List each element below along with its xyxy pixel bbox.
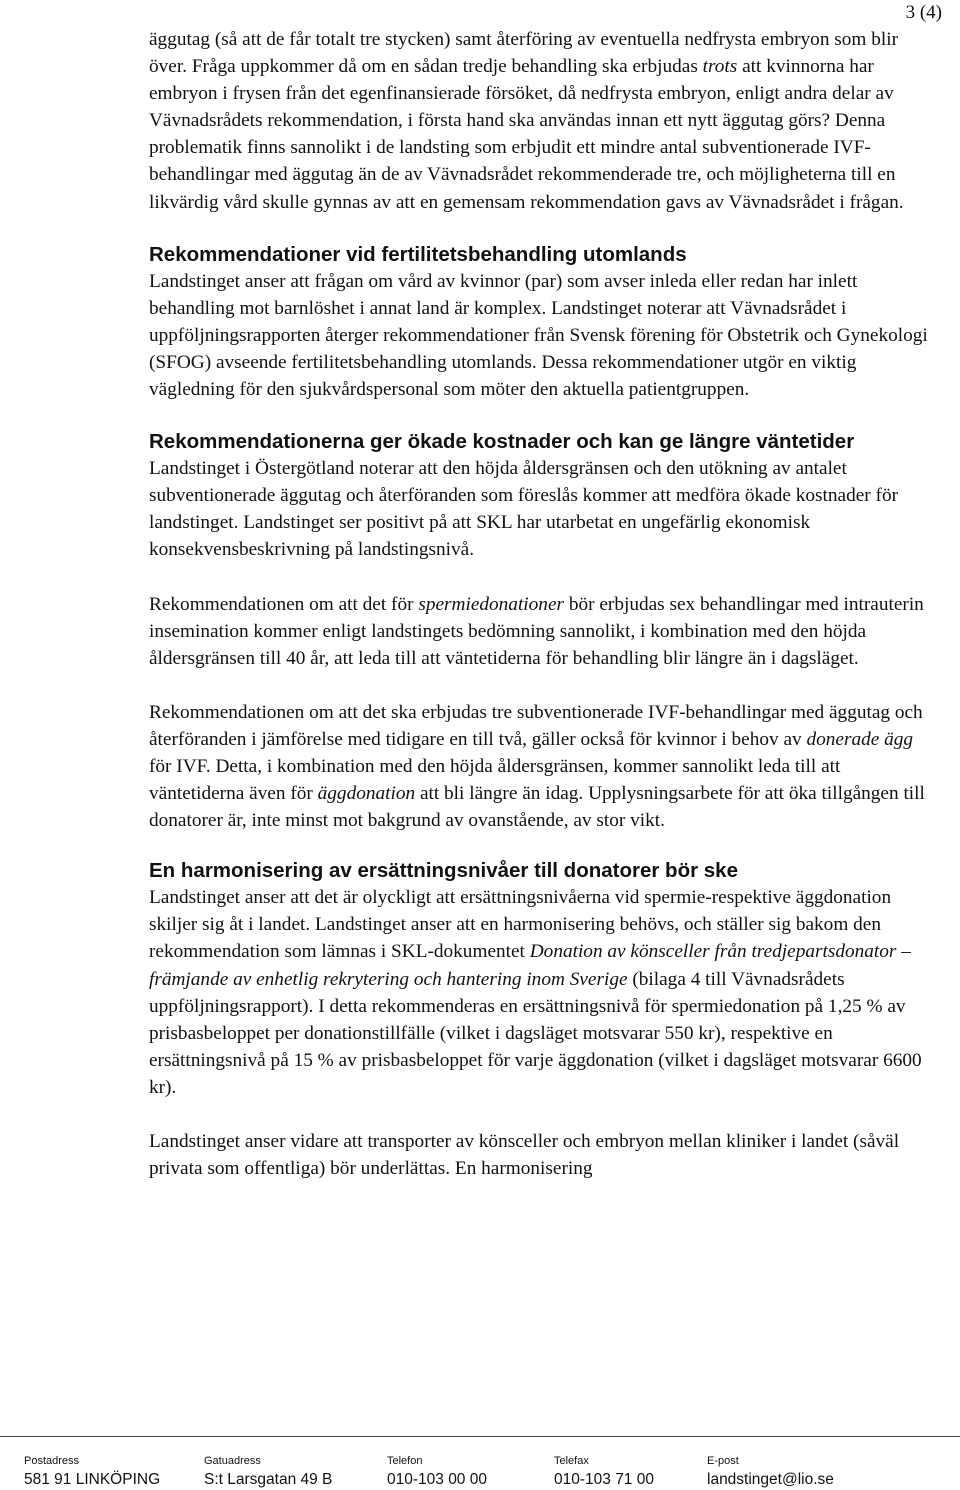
footer-fax-label: Telefax — [554, 1455, 589, 1467]
paragraph-4-emphasis: spermiedonationer — [418, 593, 565, 615]
paragraph-6-text-a: Landstinget anser att det är olyckligt att ersättningsnivåerna vid spermie-respektive äggdonation skiljer sig åt i landet. Landstinget anser att en harmonisering behövs, och ställer sig bakom den rekommendation som lämnas i SKL-dokumentet — [149, 887, 892, 963]
heading-costs-waiting-times: Rekommendationerna ger ökade kostnader och kan ge längre väntetider — [149, 430, 855, 454]
footer-phone-label: Telefon — [387, 1455, 423, 1467]
paragraph-1 — [149, 26, 939, 216]
footer-street — [204, 1454, 332, 1490]
paragraph-7: Landstinget anser vidare att transporter av könsceller och embryon mellan kliniker i landet (såväl privata som offentliga) bör underlättas. En harmonisering — [149, 1131, 900, 1180]
paragraph-5-emphasis-b: donerade ägg — [806, 728, 914, 750]
footer-email — [707, 1454, 834, 1490]
paragraph-1-emphasis: trots — [702, 56, 738, 78]
paragraph-4-text-a: Rekommendationen om att det för — [149, 593, 419, 615]
paragraph-1-text-a: äggutag (så att de får totalt tre stycken) samt återföring av eventuella nedfrysta embryon som blir över. Fråga uppkommer då om en sådan tredje behandling ska erbjudas — [149, 29, 899, 78]
footer-email-label: E-post — [707, 1455, 739, 1467]
footer-address-value: 581 91 LINKÖPING — [24, 1471, 161, 1488]
paragraph-3: Landstinget i Östergötland noterar att den höjda åldersgränsen och den utökning av antalet subventionerade äggutag och återföranden som föreslås kommer att medföra ökade kostnader för landstinget. Landstinget ser positivt på att SKL har utarbetat en ungefärlig ekonomisk konsekvensbeskrivning på landstingsnivå. — [149, 458, 899, 561]
paragraph-5-text-a: Rekommendationen om att det ska erbjudas tre subventionerade IVF-behandlingar med äggutag och återföranden i jämförelse med tidigare en till två, gäller också för kvinnor i behov av — [149, 701, 923, 750]
heading-harmonisation: En harmonisering av ersättningsnivåer till donatorer bör ske — [149, 859, 738, 883]
paragraph-5-text-e: att bli längre än idag. Upplysningsarbete för att öka tillgången till donatorer är, inte minst mot bakgrund av ovanstående, av stor vikt. — [149, 783, 925, 832]
paragraph-6 — [149, 884, 939, 1101]
paragraph-2: Landstinget anser att frågan om vård av kvinnor (par) som avser inleda eller redan har inlett behandling mot barnlöshet i annat land är komplex. Landstinget noterar att Vävnadsrådet i uppföljningsrapporten återger rekommendationer från Svensk förening för Obstetrik och Gynekologi (SFOG) avseende fertilitetsbehandling utomlands. Dessa rekommendationer utgör en viktig vägledning för den sjukvårdspersonal som möter den aktuella patientgruppen. — [149, 270, 928, 401]
paragraph-4 — [149, 591, 939, 672]
paragraph-5 — [149, 699, 939, 834]
footer-email-value: landstinget@lio.se — [707, 1471, 834, 1488]
paragraph-5-emphasis-d: äggdonation — [317, 783, 416, 805]
footer-divider — [0, 1436, 960, 1437]
footer-street-value: S:t Larsgatan 49 B — [204, 1471, 333, 1488]
paragraph-6-document-title: Donation av könsceller från tredjepartsdonator – främjande av enhetlig rekrytering och hantering inom Sverige — [149, 941, 911, 990]
paragraph-6-text-c: (bilaga 4 till Vävnadsrådets uppföljningsrapport). I detta rekommenderas en ersättningsnivå för spermiedonation på 1,25 % av prisbasbeloppet per donationstillfälle (vilket i dagsläget motsvarar 550 kr), respektive en ersättningsnivå på 15 % av prisbasbeloppet för varje äggdonation (vilket i dagsläget motsvarar 6600 kr). — [149, 968, 922, 1098]
footer-fax-value: 010-103 71 00 — [554, 1471, 654, 1488]
footer-phone-value: 010-103 00 00 — [387, 1471, 487, 1488]
paragraph-4-text-c: bör erbjudas sex behandlingar med intrauterin insemination kommer enligt landstingets bedömning sannolikt, i kombination med den höjda åldersgränsen till 40 år, att leda till att väntetiderna för behandling blir längre än i dagsläget. — [149, 593, 924, 669]
paragraph-1-text-c: att kvinnorna har embryon i frysen från det egenfinansierade försöket, då nedfrysta embryon, enligt andra delar av Vävnadsrådets rekommendation, i första hand ska användas innan ett nytt äggutag görs? Denna problematik finns sannolikt i de landsting som erbjudit ett mindre antal subventionerade IVF-behandlingar med äggutag än de av Vävnadsrådet rekommenderade tre, och möjligheterna till en likvärdig vård skulle gynnas av att en gemensam rekommendation gavs av Vävnadsrådet i frågan. — [149, 56, 904, 213]
footer-fax — [554, 1454, 654, 1490]
footer-phone — [387, 1454, 487, 1490]
paragraph-5-text-c: för IVF. Detta, i kombination med den höjda åldersgränsen, kommer sannolikt leda till att väntetiderna även för — [149, 755, 841, 805]
footer-street-label: Gatuadress — [204, 1455, 261, 1467]
document-body — [149, 26, 939, 1182]
footer-address — [24, 1454, 160, 1490]
page-number: 3 (4) — [905, 2, 942, 23]
heading-fertility-abroad: Rekommendationer vid fertilitetsbehandling utomlands — [149, 242, 687, 266]
footer-address-label: Postadress — [24, 1455, 80, 1467]
